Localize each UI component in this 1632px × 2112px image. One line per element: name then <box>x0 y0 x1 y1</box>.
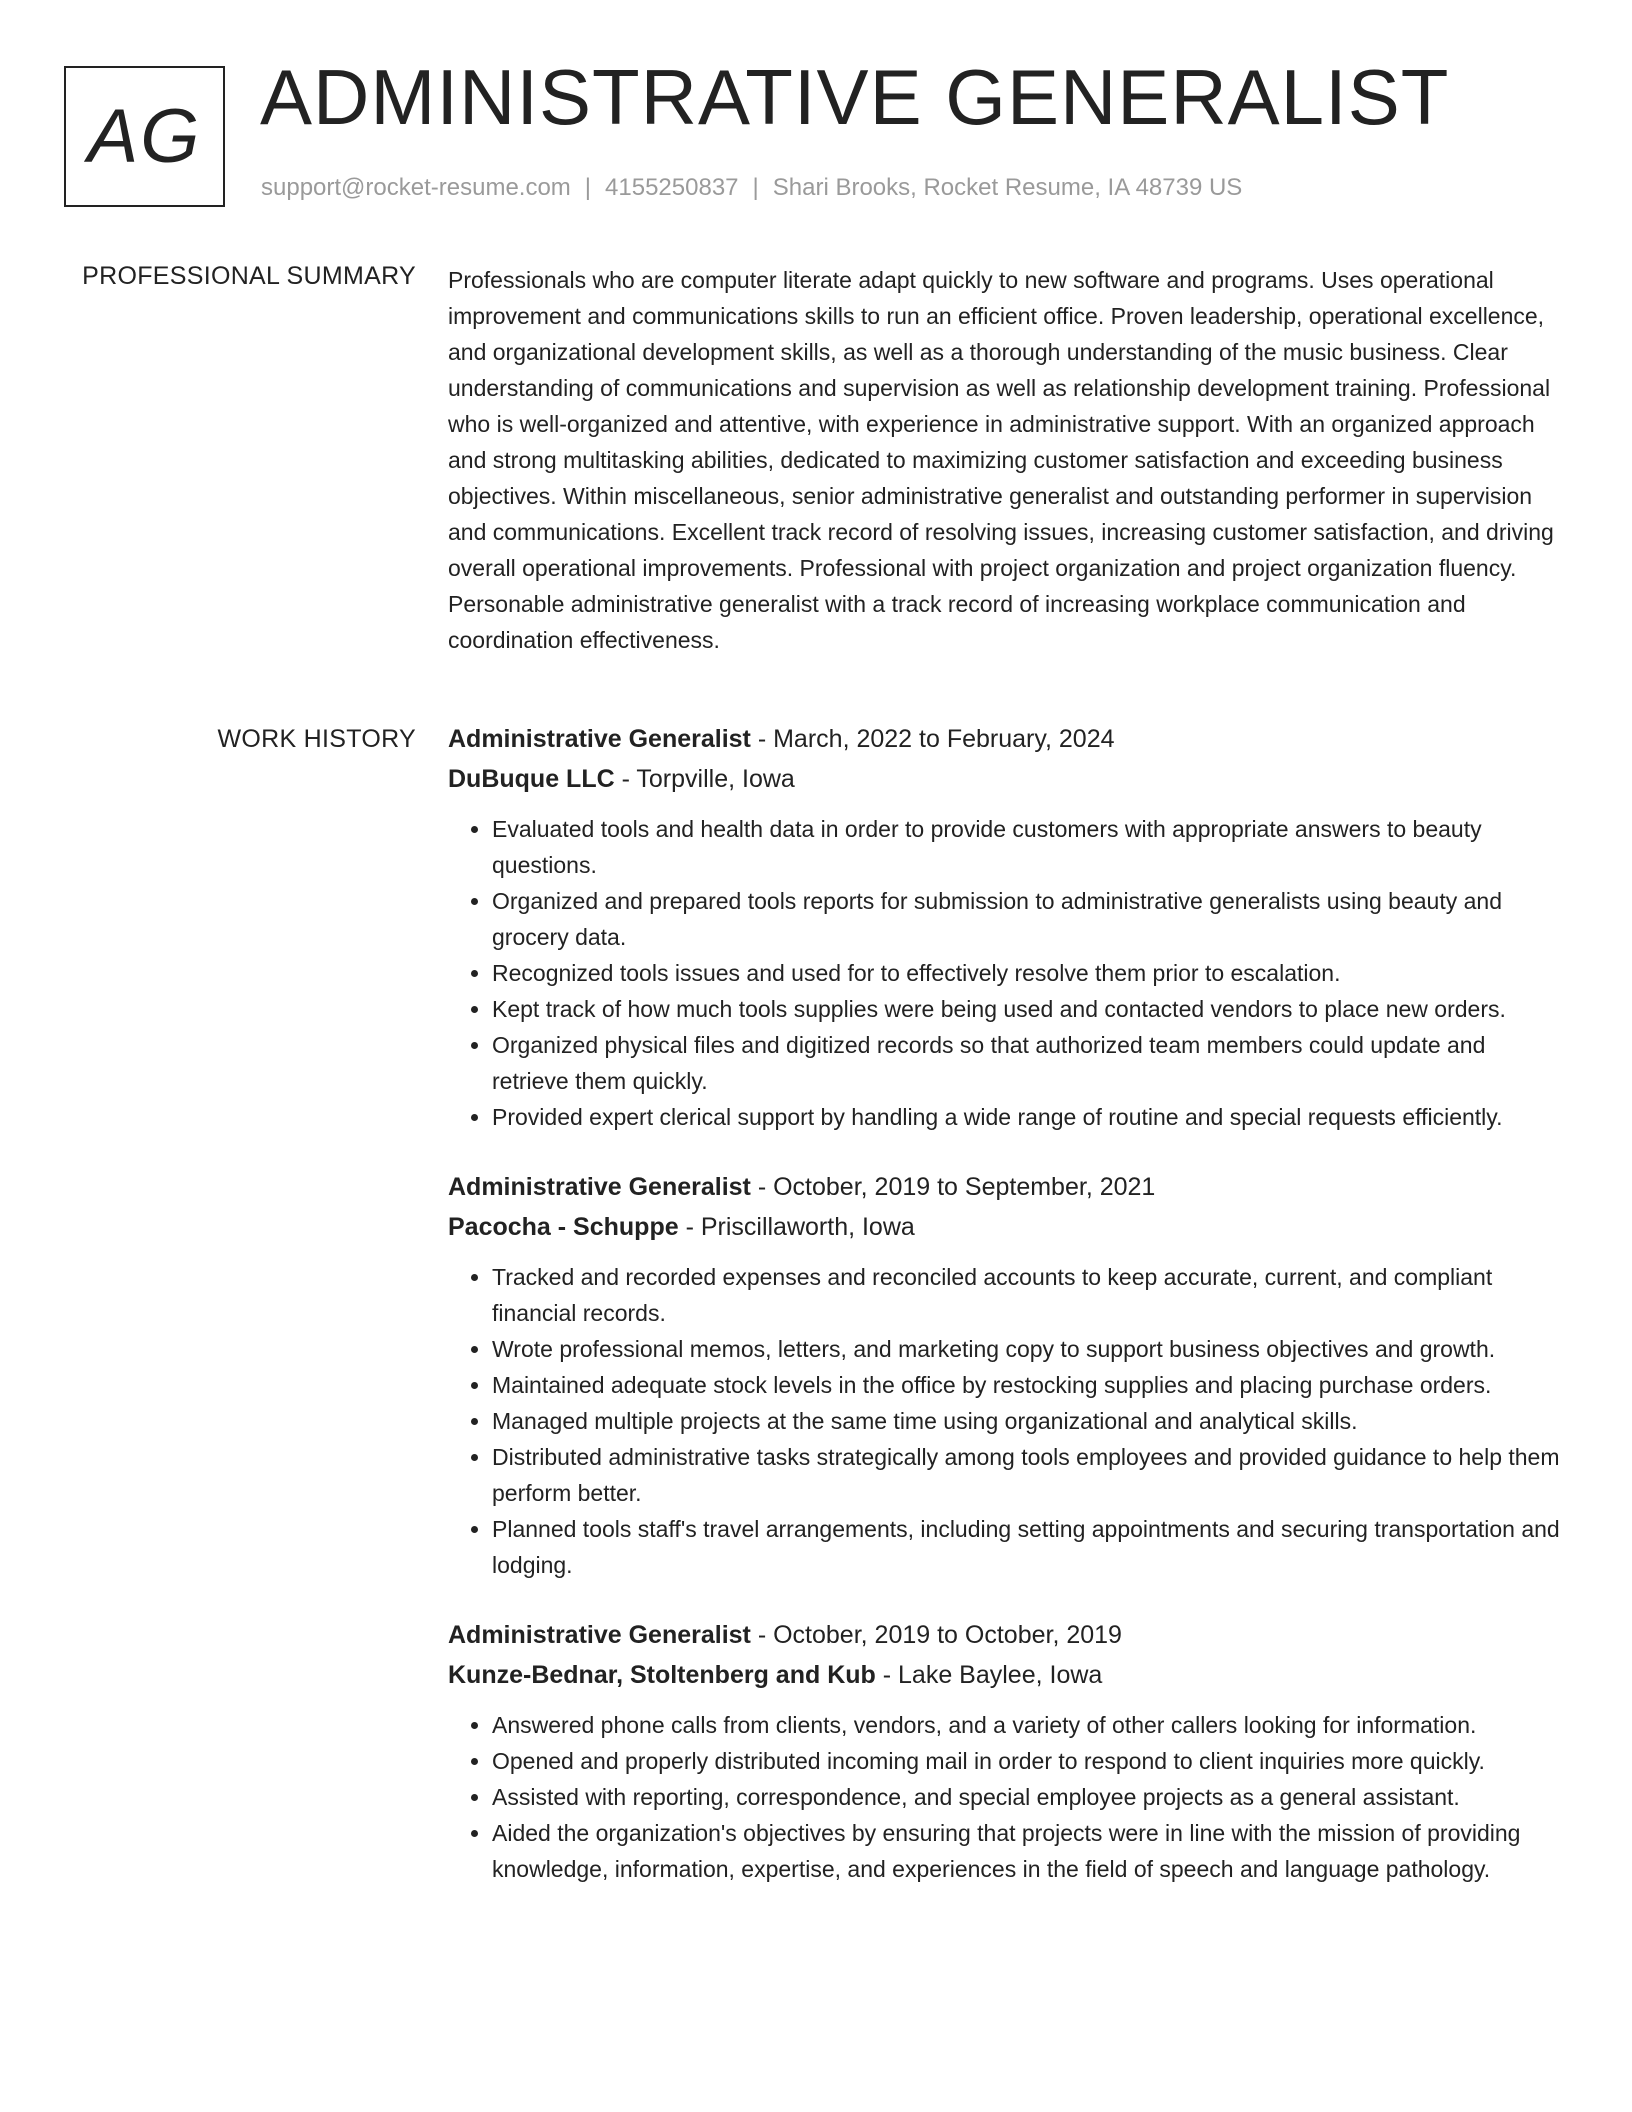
contact-separator: | <box>752 174 759 201</box>
job-bullet: • Planned tools staff's travel arrangements, including setting appointments and securing transportation and lodging. <box>492 1511 1566 1583</box>
job-bullet: • Wrote professional memos, letters, and marketing copy to support business objectives and growth. <box>492 1331 1566 1367</box>
job-bullets <box>448 1259 1566 1583</box>
job-dates: - March, 2022 to February, 2024 <box>750 725 1115 753</box>
job-company: DuBuque LLC <box>448 765 615 793</box>
job-location: - Priscillaworth, Iowa <box>678 1213 915 1241</box>
job-entry <box>448 1167 1566 1583</box>
job-bullet: • Distributed administrative tasks strategically among tools employees and provided guidance to help them perform better. <box>492 1439 1566 1511</box>
resume-title: ADMINISTRATIVE GENERALIST <box>260 53 1450 141</box>
job-bullet: • Provided expert clerical support by handling a wide range of routine and special requests efficiently. <box>492 1099 1566 1135</box>
job-entry <box>448 719 1566 1135</box>
job-company-line <box>448 759 1566 799</box>
job-title: Administrative Generalist <box>448 1621 751 1649</box>
job-company: Kunze-Bednar, Stoltenberg and Kub <box>448 1661 876 1689</box>
section-label-work-history: WORK HISTORY <box>217 725 416 753</box>
job-bullet: • Maintained adequate stock levels in the office by restocking supplies and placing purchase orders. <box>492 1367 1566 1403</box>
job-bullet: • Organized physical files and digitized records so that authorized team members could update and retrieve them quickly. <box>492 1027 1566 1099</box>
job-location: - Lake Baylee, Iowa <box>875 1661 1103 1689</box>
contact-line <box>261 174 1242 202</box>
job-company: Pacocha - Schuppe <box>448 1213 679 1241</box>
contact-email: support@rocket-resume.com <box>261 174 571 201</box>
contact-phone: 4155250837 <box>605 174 739 201</box>
monogram-logo: AG <box>64 66 225 207</box>
job-title-line <box>448 719 1566 759</box>
job-bullet: • Opened and properly distributed incoming mail in order to respond to client inquiries more quickly. <box>492 1743 1566 1779</box>
job-bullet: • Aided the organization's objectives by ensuring that projects were in line with the mission of providing knowledge, information, expertise, and experiences in the field of speech and language pathology. <box>492 1815 1566 1887</box>
contact-separator: | <box>584 174 592 201</box>
job-bullet: • Recognized tools issues and used for to effectively resolve them prior to escalation. <box>492 955 1566 991</box>
job-company-line <box>448 1207 1566 1247</box>
job-company-line <box>448 1655 1566 1695</box>
job-title-line <box>448 1615 1566 1655</box>
job-bullet: • Managed multiple projects at the same time using organizational and analytical skills. <box>492 1403 1566 1439</box>
summary-text: Professionals who are computer literate adapt quickly to new software and programs. Uses operational improvement and communications skills to run an efficient office. Proven leadership, operational excellence, and organizational development skills, as well as a thorough understanding of the music business. Clear understanding of communications and supervision as well as relationship development training. Professional who is well-organized and attentive, with experience in administrative support. With an organized approach and strong multitasking abilities, dedicated to maximizing customer satisfaction and exceeding business objectives. Within miscellaneous, senior administrative generalist and outstanding performer in supervision and communications. Excellent track record of resolving issues, increasing customer satisfaction, and driving overall operational improvements. Professional with project organization and project organization fluency. Personable administrative generalist with a track record of increasing workplace communication and coordination effectiveness. <box>448 267 1554 653</box>
job-location: - Torpville, Iowa <box>614 765 795 793</box>
job-title: Administrative Generalist <box>448 725 751 753</box>
job-bullet: • Evaluated tools and health data in order to provide customers with appropriate answers to beauty questions. <box>492 811 1566 883</box>
job-bullet: • Organized and prepared tools reports for submission to administrative generalists using beauty and grocery data. <box>492 883 1566 955</box>
job-dates: - October, 2019 to October, 2019 <box>750 1621 1122 1649</box>
job-bullet: • Tracked and recorded expenses and reconciled accounts to keep accurate, current, and compliant financial records. <box>492 1259 1566 1331</box>
job-dates: - October, 2019 to September, 2021 <box>750 1173 1156 1201</box>
section-label-summary: PROFESSIONAL SUMMARY <box>82 262 416 290</box>
job-bullet: • Kept track of how much tools supplies were being used and contacted vendors to place new orders. <box>492 991 1566 1027</box>
job-bullet: • Assisted with reporting, correspondence, and special employee projects as a general assistant. <box>492 1779 1566 1815</box>
job-title-line <box>448 1167 1566 1207</box>
contact-address: Shari Brooks, Rocket Resume, IA 48739 US <box>772 174 1243 201</box>
job-bullet: • Answered phone calls from clients, vendors, and a variety of other callers looking for information. <box>492 1707 1566 1743</box>
job-bullets <box>448 1707 1566 1887</box>
job-bullets <box>448 811 1566 1135</box>
job-title: Administrative Generalist <box>448 1173 751 1201</box>
job-entry <box>448 1615 1566 1887</box>
